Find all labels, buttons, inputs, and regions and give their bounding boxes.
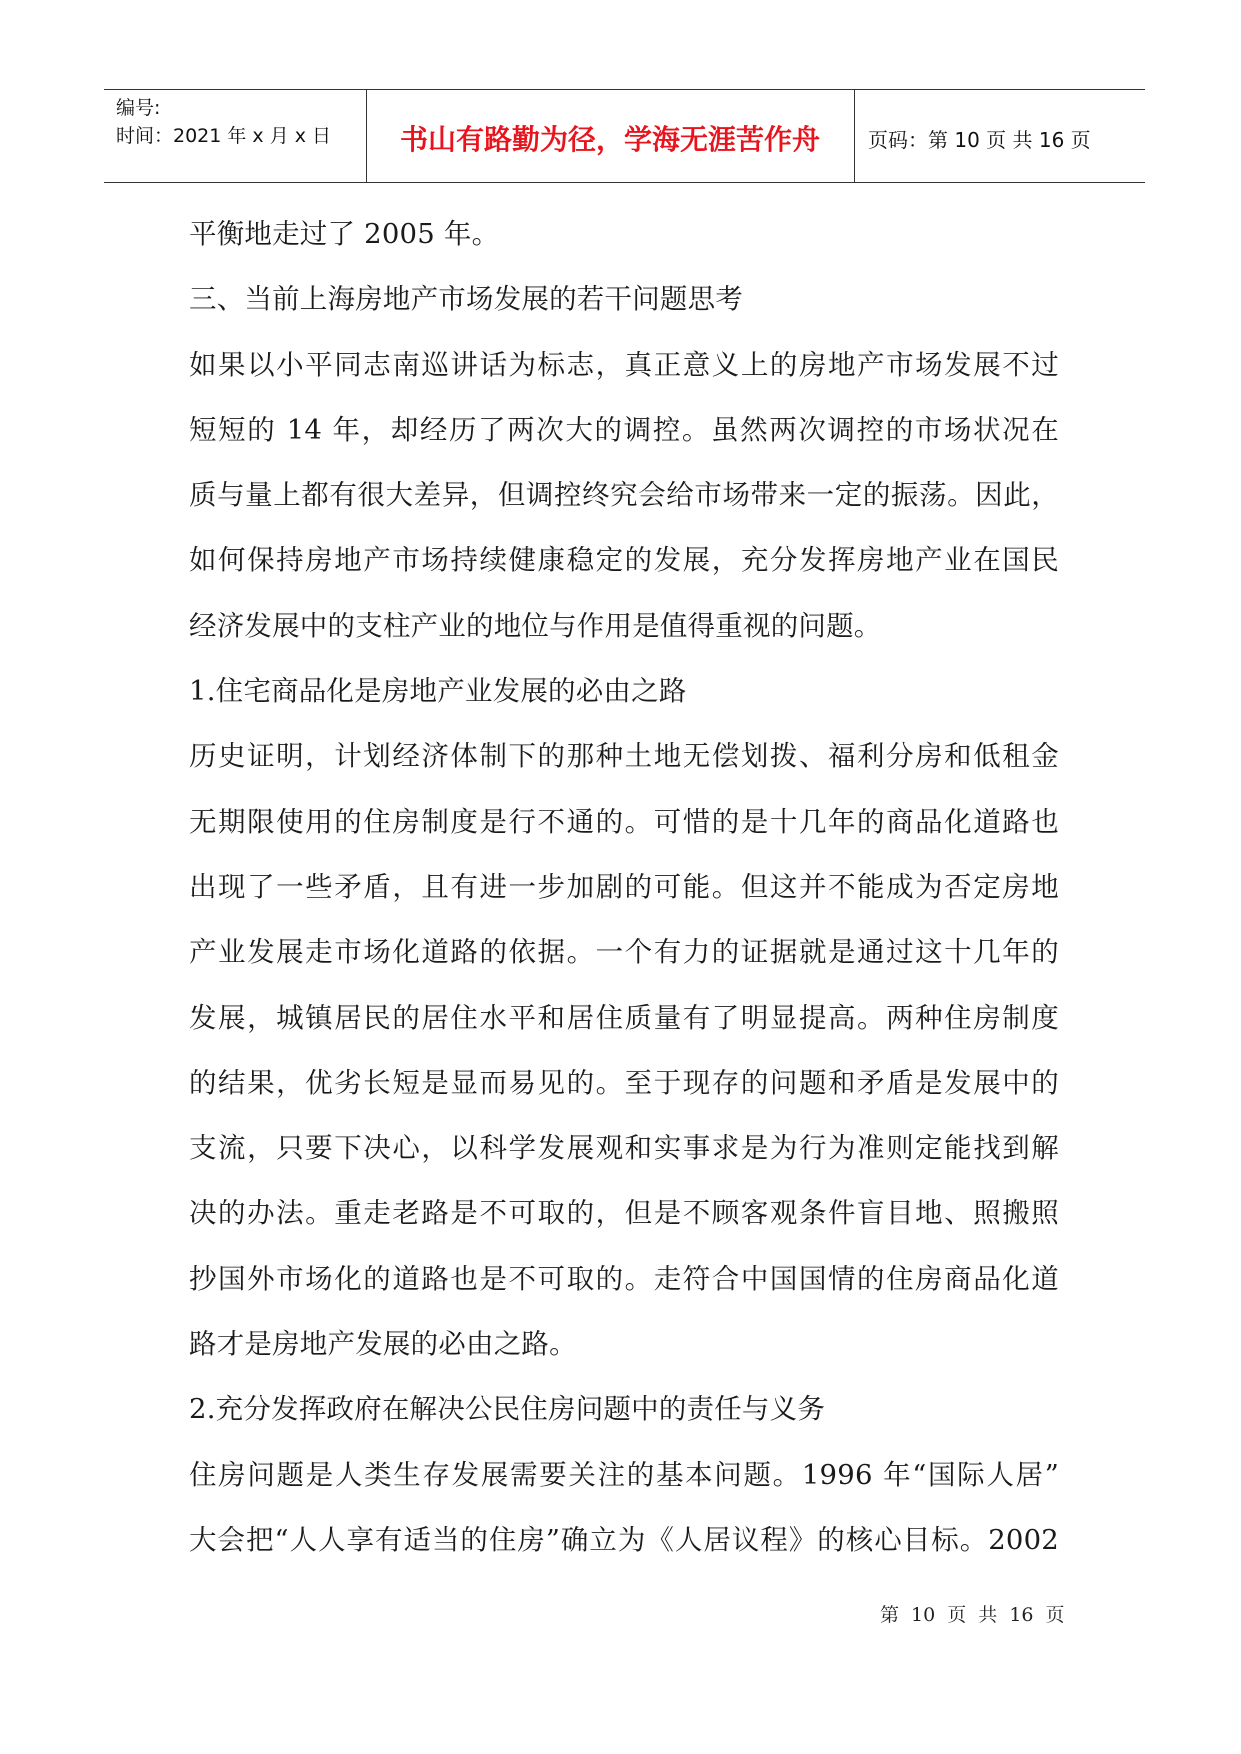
body-line: 平衡地走过了 2005 年。 (189, 218, 500, 250)
page-header (104, 89, 1145, 183)
body-line: 住房问题是人类生存发展需要关注的基本问题。1996 年“国际人居” (189, 1458, 1059, 1491)
body-line: 如何保持房地产市场持续健康稳定的发展，充分发挥房地产业在国民 (189, 544, 1059, 577)
section-heading: 三、当前上海房地产市场发展的若干问题思考 (189, 283, 743, 316)
subsection-heading: 2.充分发挥政府在解决公民住房问题中的责任与义务 (189, 1393, 826, 1426)
body-line: 经济发展中的支柱产业的地位与作用是值得重视的问题。 (189, 609, 882, 642)
body-line: 如果以小平同志南巡讲话为标志，真正意义上的房地产市场发展不过 (189, 348, 1059, 381)
header-page-number: 页码：第 10 页 共 16 页 (868, 128, 1091, 152)
header-meta (116, 94, 331, 150)
body-line: 抄国外市场化的道路也是不可取的。走符合中国国情的住房商品化道 (189, 1262, 1059, 1295)
body-line: 出现了一些矛盾，且有进一步加剧的可能。但这并不能成为否定房地 (189, 870, 1059, 903)
body-line: 历史证明，计划经济体制下的那种土地无偿划拨、福利分房和低租金 (189, 740, 1059, 773)
serial-number-label: 编号: (116, 97, 161, 119)
document-body (189, 216, 1059, 1587)
subsection-heading: 1.住宅商品化是房地产业发展的必由之路 (189, 675, 687, 708)
body-line: 产业发展走市场化道路的依据。一个有力的证据就是通过这十几年的 (189, 936, 1059, 969)
body-line: 支流，只要下决心，以科学发展观和实事求是为行为准则定能找到解 (189, 1132, 1059, 1165)
header-motto: 书山有路勤为径，学海无涯苦作舟 (399, 123, 820, 156)
header-divider (854, 90, 855, 182)
body-line: 发展，城镇居民的居住水平和居住质量有了明显提高。两种住房制度 (189, 1001, 1059, 1034)
body-line: 无期限使用的住房制度是行不通的。可惜的是十几年的商品化道路也 (189, 805, 1059, 838)
body-line: 决的办法。重走老路是不可取的，但是不顾客观条件盲目地、照搬照 (189, 1197, 1059, 1230)
body-line: 质与量上都有很大差异，但调控终究会给市场带来一定的振荡。因此， (189, 479, 1059, 512)
body-line: 短短的 14 年，却经历了两次大的调控。虽然两次调控的市场状况在 (189, 413, 1059, 446)
page-footer: 第 10 页 共 16 页 (880, 1604, 1065, 1626)
date-label: 时间：2021 年 x 月 x 日 (116, 125, 332, 147)
body-line: 的结果，优劣长短是显而易见的。至于现存的问题和矛盾是发展中的 (189, 1066, 1059, 1099)
body-line: 路才是房地产发展的必由之路。 (189, 1328, 577, 1361)
body-line: 大会把“人人享有适当的住房”确立为《人居议程》的核心目标。2002 (189, 1523, 1059, 1556)
